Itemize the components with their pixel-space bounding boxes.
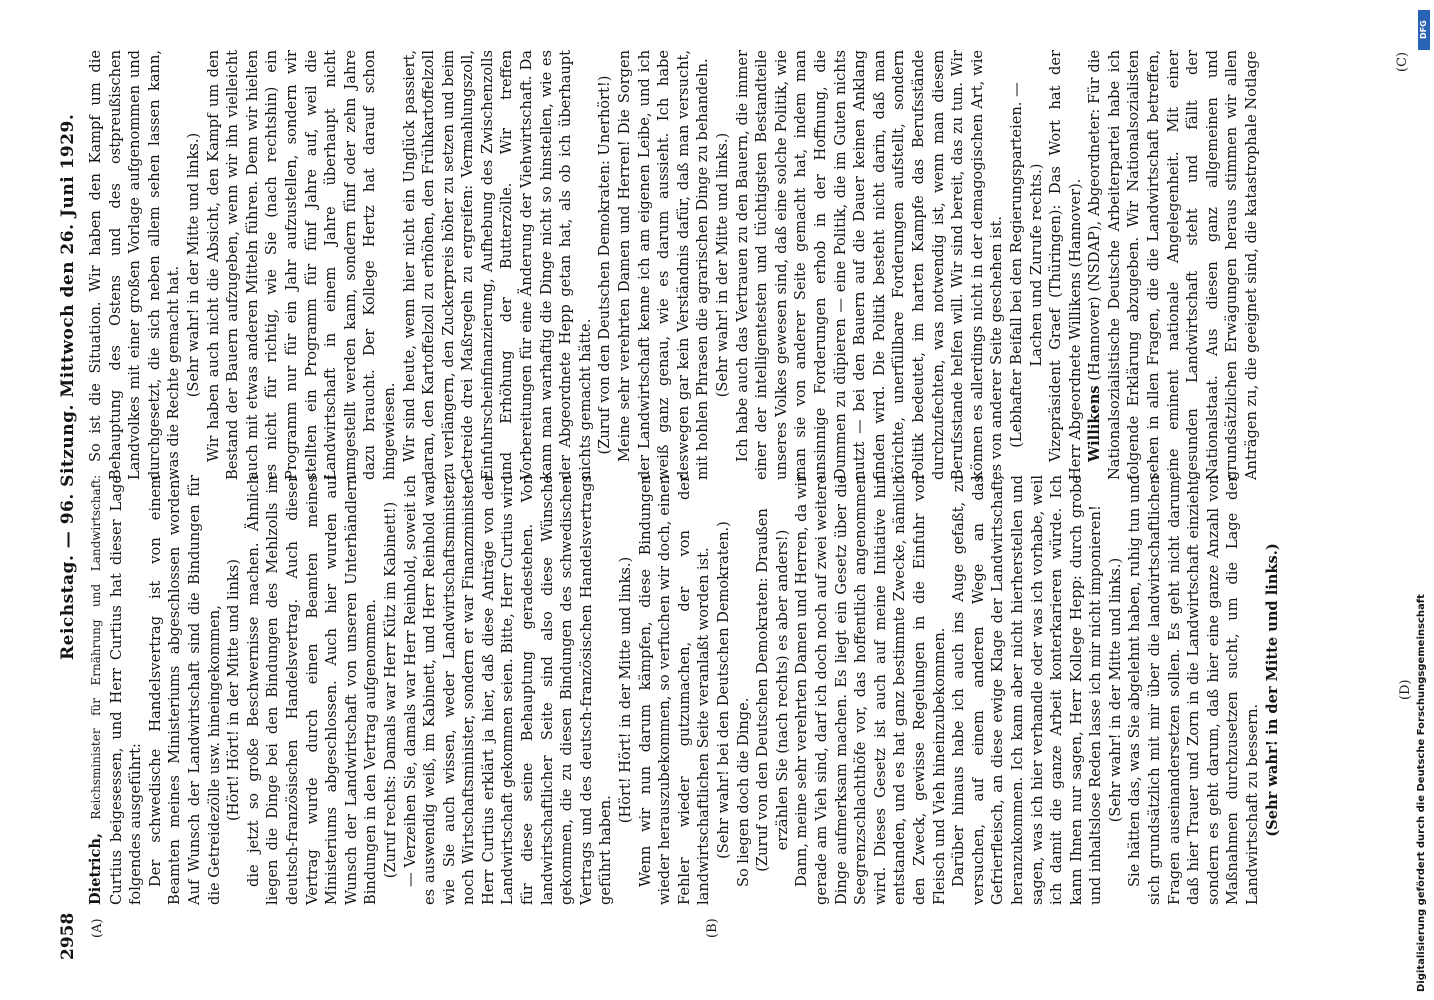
paragraph bbox=[86, 475, 146, 905]
paragraph-text: (Hannover) (NSDAP), Abgeordneter: Für die Nationalsozialistische Deutsche Arbeiterpartei habe ich folgende Erklärung abzugeben. Wir Nationalsozialisten sehen in allen Fragen, die die Landwirtschaft betreffen, eine eminent nationale Angelegenheit. Mit einer gesunden Landwirtschaft steht und fällt der Nationalstaat. Aus diesen ganz allgemeinen und grundsätzlichen Erwägungen heraus stimmen wir allen Anträgen zu, die geeignet sind, die katastrophale Notlage bbox=[1086, 50, 1261, 480]
left-column bbox=[86, 475, 1306, 905]
paragraph: Darüber hinaus habe ich auch ins Auge gefaßt, zu versuchen, auf einem anderen Wege an das Gefrierfleisch, an diese ewige Klage der Landwirtschaft, heranzukommen. Ich kann aber nicht hierherstellen und sagen, was ich hier verhandle oder was ich vorhabe, weil ich damit die ganze Arbeit konterkarieren würde. Ich kann Ihnen nur sagen, Herr Kollege Hepp: durch grobe und inhaltslose Reden lasse ich mir nicht imponieren! bbox=[950, 475, 1105, 905]
paragraph: Wir haben auch nicht die Absicht, den Kampf um den Bestand der Bauern aufzugeben, wenn wir ihn vielleicht auch mit etwas anderen Mitteln führen. Denn wir hielten es nicht für richtig, wie Sie (nach rechtshin) ein Programm nur für ein Jahr aufzustellen, sondern wir stellten ein Programm für fünf Jahre auf, weil die Landwirtschaft in einem Jahre überhaupt nicht umgestellt werden kann, sondern fünf oder zehn Jahre dazu braucht. Der Kollege Hertz hat darauf schon hingewiesen. bbox=[204, 50, 398, 480]
interjection: (Zuruf von den Deutschen Demokraten: Unerhört!) bbox=[596, 75, 614, 455]
paragraph: Wenn wir nun darum kämpfen, diese Bindungen wieder herauszubekommen, so verfuchen wir doch, einen Fehler wieder gutzumachen, der von der landwirtschaftlichen Seite veranlaßt worden ist. bbox=[636, 475, 713, 905]
dfg-logo: DFG bbox=[1418, 10, 1430, 50]
margin-marker-a: (A) bbox=[90, 918, 105, 938]
interjection: (Hört! Hört! in der Mitte und links.) bbox=[617, 556, 635, 824]
paragraph: Dann, meine sehr verehrten Damen und Herren, da wir gerade am Vieh sind, darf ich doch noch auf zwei weitere Dinge aufmerksam machen. Es liegt ein Gesetz über die Seegrenzschlachthöfe vor, das hoffentlich angenommen wird. Dieses Gesetz ist auch auf meine Initiative hin entstanden, und es hat ganz bestimmte Zwecke, nämlich den Zweck, gewisse Regelungen in die Einfuhr von Fleisch und Vieh hineinzubekommen. bbox=[793, 475, 948, 905]
interjection: (Lebhafter Beifall bei den Regierungsparteien. — Lachen und Zurufe rechts.) bbox=[1007, 82, 1045, 448]
paragraph bbox=[1085, 50, 1261, 480]
interjection: (Sehr wahr! in der Mitte und links.) bbox=[184, 132, 202, 398]
right-column bbox=[86, 50, 1306, 480]
interjection: (Sehr wahr! in der Mitte und links.) bbox=[714, 132, 731, 398]
digitization-note-text: Digitalisierung gefördert durch die Deutsche Forschungsgemeinschaft bbox=[1416, 594, 1427, 992]
paragraph: die jetzt so große Beschwernisse machen. Ähnlich liegen die Dinge bei den Bindungen des Mehlzolls im deutsch-französischen Handelsvertrag. Auch dieser Vertrag wurde durch einen Beamten meines Ministeriums abgeschlossen. Auch hier wurden auf Wunsch der Landwirtschaft von unseren Unterhändlern Bindungen in den Vertrag aufgenommen. bbox=[244, 475, 380, 905]
interjection: (Zuruf rechts: Damals war Herr Kütz im Kabinett!) bbox=[381, 501, 399, 879]
interjection: (Sehr wahr! in der Mitte und links.) bbox=[1263, 543, 1281, 837]
paragraph: Wir sind heute, wenn hier nicht ein Unglück passiert, daran, den Kartoffelzoll zu erhöhen, den Frühkartoffelzoll zu verlängern, den Zuckerpreis höher zu setzen und beim Getreide drei Maßregeln zu ergreifen: Vermahlungszoll, Einfuhrscheinfinanzierung, Aufhebung des Zwischenzolls und Erhöhung der Butterzölle. Wir treffen Vorbereitungen für eine Änderung der Viehwirtschaft. Da kann man warhaftig die Dinge nicht so hinstellen, wie es der Abgeordnete Hepp getan hat, als ob ich überhaupt nichts gemacht hätte. bbox=[400, 50, 594, 480]
paragraph: Der schwedische Handelsvertrag ist von einem Beamten meines Ministeriums abgeschlossen worden. Auf Wunsch der Landwirtschaft sind die Bindungen für die Getreidezölle usw. hineingekommen, bbox=[146, 475, 223, 905]
margin-marker-d: (D) bbox=[1398, 679, 1413, 700]
paragraph: — Verzeihen Sie, damals war Herr Reinhold, soweit ich es auswendig weiß, im Kabinett, und Herr Reinhold war, wie Sie auch wissen, weder Landwirtschaftsminister, noch Wirtschaftsminister, sondern er war Finanzminister. Herr Curtius erklärt ja hier, daß diese Anträge von der Landwirtschaft gekommen seien. Bitte, Herr Curtius wird für diese seine Behauptung geradestehen. Von landwirtschaftlicher Seite sind also diese Wünsche gekommen, die zu diesen Bindungen des schwedischen Vertrags und des deutsch-französischen Handelsvertrags geführt haben. bbox=[401, 475, 615, 905]
margin-marker-c: (C) bbox=[1395, 51, 1410, 72]
speaker-role: Reichsminister für Ernährung und Landwirtschaft: bbox=[89, 475, 103, 820]
paragraph-text: Curtius beigesessen, und Herr Curtius hat dieser Lage folgendes ausgeführt: bbox=[107, 475, 145, 905]
digitization-note bbox=[1416, 8, 1430, 992]
paragraph: Vizepräsident Graef (Thüringen): Das Wort hat der Herr Abgeordnete Willikens (Hannover). bbox=[1047, 50, 1084, 480]
paragraph: So liegen doch die Dinge. bbox=[734, 697, 752, 887]
paragraph: So ist die Situation. Wir haben den Kampf um die Behauptung des Ostens und des ostpreußischen Landvolkes mit einer großen Vorlage aufgenommen und durchgesetzt, die sich neben allem sehen lassen kann, was die Rechte gemacht hat. bbox=[87, 50, 183, 480]
page-header bbox=[58, 60, 86, 960]
speaker-name: Dietrich, bbox=[87, 832, 104, 905]
paragraph: Sie hätten das, was Sie abgelehnt haben, ruhig tun und sich grundsätzlich mit mir über die landwirtschaftlichen Fragen auseinandersetzen sollen. Es geht nicht darum, daß hier Trauer und Zorn in die Landwirtschaft einzieht, sondern es geht darum, daß hier eine ganze Anzahl von Maßnahmen durchzusetzen sucht, um die Lage der Landwirtschaft zu bessern. bbox=[1126, 475, 1262, 905]
interjection: (Zuruf von den Deutschen Demokraten: Draußen erzählen Sie (nach rechts) es aber anders!) bbox=[754, 508, 791, 872]
paragraph: Meine sehr verehrten Damen und Herren! Die Sorgen der Landwirtschaft kenne ich am eigenen Leibe, und ich weiß ganz genau, wie es darum aussieht. Ich habe deswegen gar kein Verständnis dafür, daß man versucht, mit hohlen Phrasen die agrarischen Dinge zu behandeln. bbox=[616, 50, 712, 480]
margin-marker-b: (B) bbox=[705, 918, 720, 938]
speaker-name: Willikens bbox=[1086, 385, 1104, 462]
interjection: (Sehr wahr! in der Mitte und links.) bbox=[1106, 557, 1124, 823]
page-number: 2958 bbox=[58, 912, 78, 960]
interjection: (Sehr wahr! bei den Deutschen Demokraten.) bbox=[715, 521, 732, 859]
running-title: Reichstag. — 96. Sitzung. Mittwoch den 26. Juni 1929. bbox=[58, 113, 78, 660]
paragraph: Ich habe auch das Vertrauen zu den Bauern, die immer einer der intelligentesten und tüchtigsten Bestandteile unseres Volkes gewesen sind, daß eine solche Politik, wie man sie von anderer Seite gemacht hat, indem man unsinnige Forderungen erhob in der Hoffnung, die Dummen zu düpieren — eine Politik, die im Guten nichts nutzt — bei den Bauern auf die Dauer keinen Anklang finden wird. Die Politik besteht nicht darin, daß man törichte, unerfüllbare Forderungen aufstellt, sondern Politik bedeutet, im harten Kampfe das Berufsstände durchzufechten, was notwendig ist, wenn man diesem Berufsstande helfen will. Wir sind bereit, das zu tun. Wir können es allerdings nicht in der demagogischen Art, wie es von anderer Seite geschehen ist. bbox=[733, 50, 1006, 480]
interjection: (Hört! Hört! in der Mitte und links) bbox=[225, 559, 243, 821]
